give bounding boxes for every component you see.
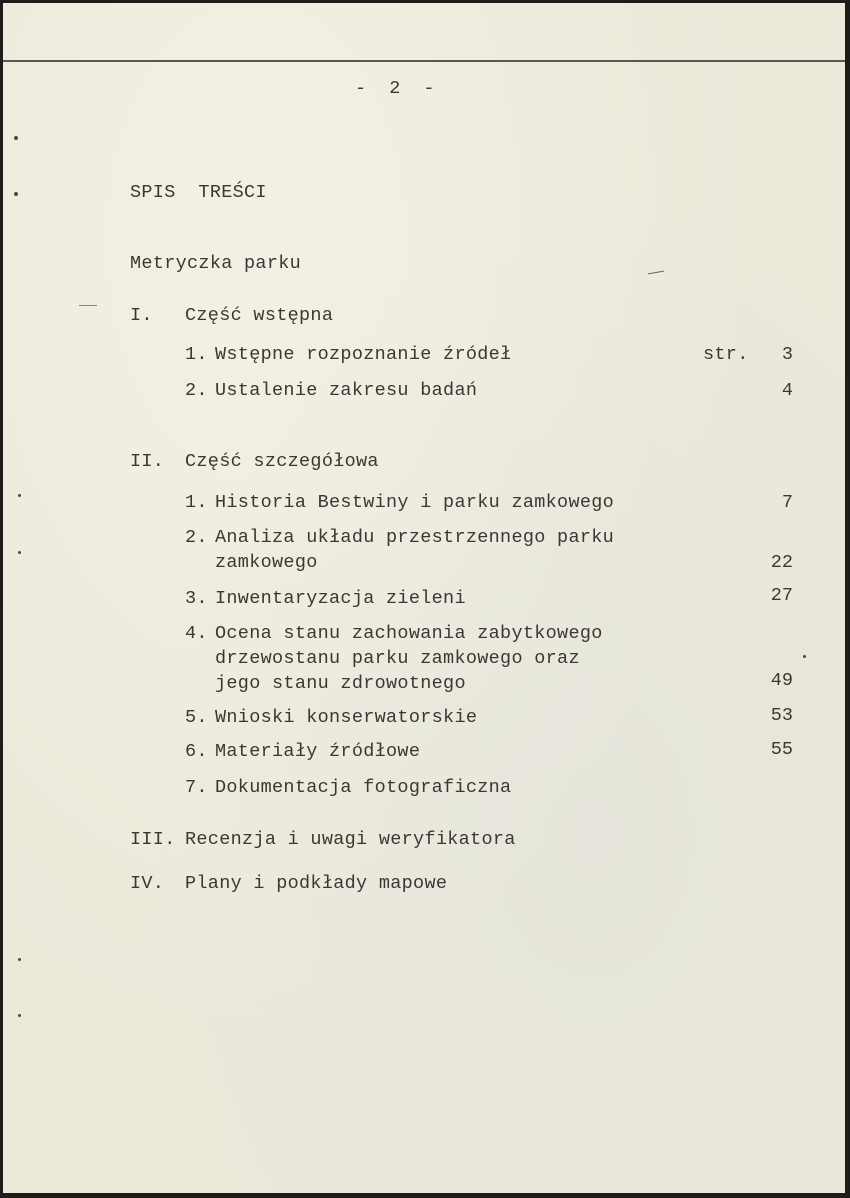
paper-speck	[18, 494, 21, 497]
toc-item-page: 3	[781, 344, 793, 365]
toc-item-page: 22	[770, 552, 793, 573]
toc-item-number: 4.	[185, 623, 208, 644]
toc-item-number: 5.	[185, 707, 208, 728]
section-numeral-3: III.	[130, 829, 176, 850]
paper-mark	[79, 305, 97, 306]
section-title-4: Plany i podkłady mapowe	[185, 873, 448, 894]
toc-item-title: Historia Bestwiny i parku zamkowego	[215, 492, 615, 513]
section-title-3: Recenzja i uwagi weryfikatora	[185, 829, 516, 850]
toc-item-title: Inwentaryzacja zieleni	[215, 588, 466, 609]
toc-item-title: Materiały źródłowe	[215, 741, 421, 762]
toc-item-title-continued: jego stanu zdrowotnego	[215, 673, 466, 694]
toc-item-title: Ustalenie zakresu badań	[215, 380, 478, 401]
section-numeral-2: II.	[130, 451, 165, 472]
section-title-2: Część szczegółowa	[185, 451, 379, 472]
toc-item-number: 3.	[185, 588, 208, 609]
document-title: SPIS TREŚCI	[130, 182, 267, 203]
toc-item-title-continued: zamkowego	[215, 552, 318, 573]
section-numeral-4: IV.	[130, 873, 165, 894]
page-prefix: str.	[703, 344, 749, 365]
paper-speck	[14, 136, 18, 140]
paper-speck	[14, 192, 18, 196]
toc-item-title: Ocena stanu zachowania zabytkowego	[215, 623, 603, 644]
toc-item-page: 7	[781, 492, 793, 513]
toc-item-page: 55	[770, 739, 793, 760]
toc-item-number: 6.	[185, 741, 208, 762]
toc-item-number: 2.	[185, 527, 208, 548]
toc-entry-metryczka: Metryczka parku	[130, 253, 302, 274]
toc-item-title-continued: drzewostanu parku zamkowego oraz	[215, 648, 580, 669]
toc-item-page: 49	[770, 670, 793, 691]
toc-item-number: 1.	[185, 492, 208, 513]
section-title-1: Część wstępna	[185, 305, 334, 326]
paper-speck	[18, 551, 21, 554]
toc-item-title: Wnioski konserwatorskie	[215, 707, 478, 728]
toc-item-page: 4	[781, 380, 793, 401]
toc-item-number: 7.	[185, 777, 208, 798]
page-number: - 2 -	[355, 78, 435, 99]
toc-item-title: Analiza układu przestrzennego parku	[215, 527, 615, 548]
toc-item-page: 53	[770, 705, 793, 726]
section-numeral-1: I.	[130, 305, 153, 326]
toc-item-number: 1.	[185, 344, 208, 365]
paper-speck	[18, 1014, 21, 1017]
header-rule	[3, 60, 845, 62]
toc-item-title: Wstępne rozpoznanie źródeł	[215, 344, 512, 365]
toc-item-page: 27	[770, 585, 793, 606]
paper-speck	[18, 958, 21, 961]
paper-speck	[803, 655, 806, 658]
toc-item-number: 2.	[185, 380, 208, 401]
toc-item-title: Dokumentacja fotograficzna	[215, 777, 512, 798]
